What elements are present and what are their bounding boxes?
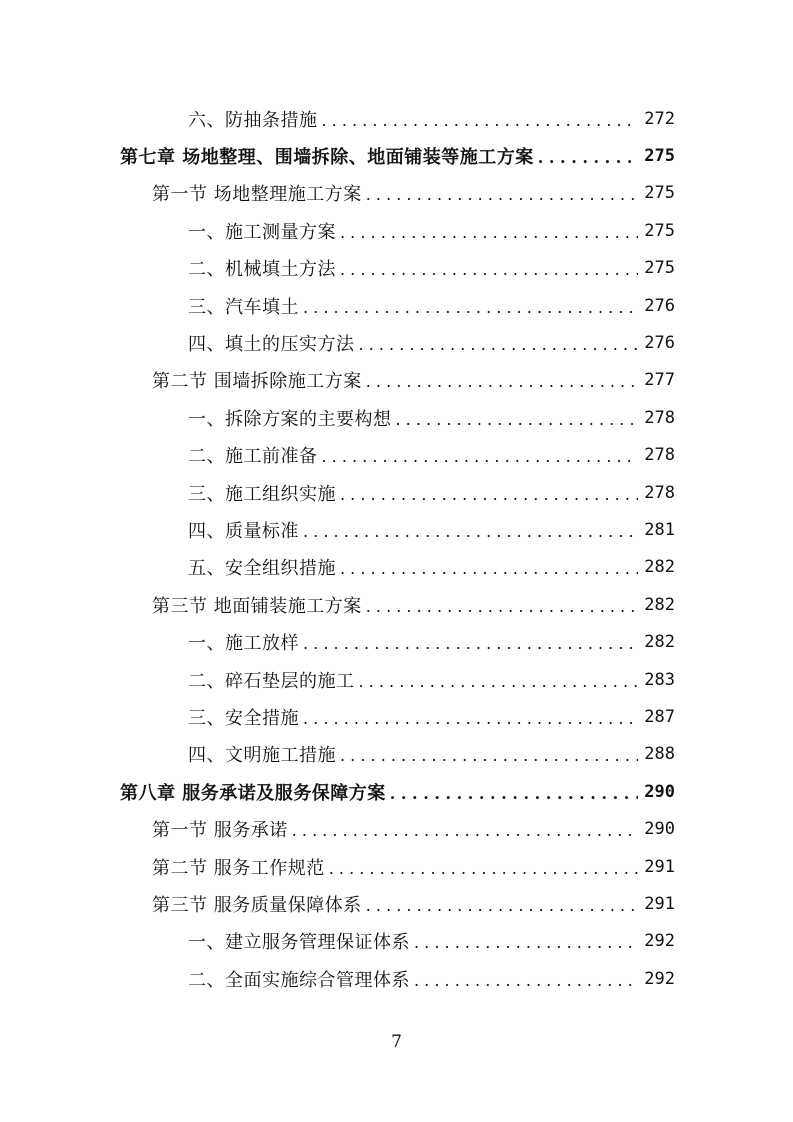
toc-entry-title: 三、安全措施	[188, 707, 299, 729]
toc-dot-leader	[303, 300, 638, 316]
toc-entry-page: 292	[644, 968, 675, 989]
toc-entry[interactable]	[120, 399, 675, 436]
toc-entry-page: 275	[644, 220, 675, 241]
toc-entry-title: 四、填土的压实方法	[188, 334, 355, 356]
toc-entry[interactable]	[120, 437, 675, 474]
toc-entry-page: 275	[644, 146, 675, 167]
toc-entry-chapter[interactable]	[120, 137, 675, 174]
toc-entry-title: 第二节 服务工作规范	[152, 857, 325, 879]
toc-entry[interactable]	[120, 960, 675, 997]
toc-entry-title: 四、质量标准	[188, 520, 299, 542]
toc-entry-section[interactable]	[120, 885, 675, 922]
toc-entry[interactable]	[120, 287, 675, 324]
toc-entry-title: 第一节 场地整理施工方案	[152, 184, 362, 206]
toc-entry-page: 292	[644, 931, 675, 952]
toc-dot-leader	[366, 374, 639, 390]
toc-entry-title: 第三节 地面铺装施工方案	[152, 595, 362, 617]
toc-entry[interactable]	[120, 923, 675, 960]
toc-entry-title: 一、拆除方案的主要构想	[188, 408, 392, 430]
toc-entry-title: 二、施工前准备	[188, 446, 318, 468]
toc-entry-title: 六、防抽条措施	[188, 109, 318, 131]
toc-dot-leader	[303, 636, 638, 652]
toc-entry-page: 276	[644, 333, 675, 354]
toc-dot-leader	[396, 412, 639, 428]
toc-entry-page: 288	[644, 744, 675, 765]
toc-entry-section[interactable]	[120, 175, 675, 212]
toc-entry-page: 281	[644, 519, 675, 540]
toc-entry-page: 275	[644, 183, 675, 204]
toc-entry-page: 272	[644, 108, 675, 129]
toc-entry-title: 二、碎石垫层的施工	[188, 670, 355, 692]
toc-entry-section[interactable]	[120, 810, 675, 847]
toc-entry-page: 282	[644, 632, 675, 653]
toc-entry-title: 第三节 服务质量保障体系	[152, 894, 362, 916]
toc-entry-section[interactable]	[120, 586, 675, 623]
toc-entry-page: 278	[644, 407, 675, 428]
toc-entry-page: 282	[644, 594, 675, 615]
toc-entry-page: 291	[644, 856, 675, 877]
toc-entry-section[interactable]	[120, 362, 675, 399]
toc-entry[interactable]	[120, 698, 675, 735]
toc-dot-leader	[292, 823, 639, 839]
toc-dot-leader	[414, 935, 638, 951]
toc-entry[interactable]	[120, 250, 675, 287]
toc-entry[interactable]	[120, 100, 675, 137]
toc-entry-title: 一、建立服务管理保证体系	[188, 932, 410, 954]
toc-entry-title: 三、施工组织实施	[188, 483, 336, 505]
toc-entry[interactable]	[120, 474, 675, 511]
toc-dot-leader	[340, 225, 638, 241]
toc-entry-title: 第七章 场地整理、围墙拆除、地面铺装等施工方案	[120, 147, 534, 169]
toc-entry-section[interactable]	[120, 848, 675, 885]
toc-entry-page: 282	[644, 557, 675, 578]
toc-entry-page: 283	[644, 669, 675, 690]
toc-entry-page: 277	[644, 370, 675, 391]
toc-entry-title: 第一节 服务承诺	[152, 820, 288, 842]
toc-entry-title: 四、文明施工措施	[188, 745, 336, 767]
toc-dot-leader	[359, 337, 639, 353]
page-number: 7	[391, 1032, 402, 1052]
toc-entry[interactable]	[120, 736, 675, 773]
toc-dot-leader	[303, 711, 638, 727]
toc-dot-leader	[366, 187, 639, 203]
table-of-contents	[120, 100, 675, 997]
toc-entry-title: 二、机械填土方法	[188, 259, 336, 281]
toc-entry-page: 275	[644, 258, 675, 279]
toc-entry[interactable]	[120, 549, 675, 586]
toc-entry-page: 290	[644, 781, 675, 802]
toc-entry-title: 一、施工测量方案	[188, 221, 336, 243]
toc-dot-leader	[538, 150, 639, 166]
toc-dot-leader	[366, 898, 639, 914]
toc-entry-chapter[interactable]	[120, 773, 675, 810]
toc-dot-leader	[366, 599, 639, 615]
toc-entry-page: 278	[644, 482, 675, 503]
toc-entry[interactable]	[120, 511, 675, 548]
toc-dot-leader	[340, 561, 638, 577]
toc-dot-leader	[322, 449, 639, 465]
toc-entry-title: 一、施工放样	[188, 633, 299, 655]
toc-entry-title: 二、全面实施综合管理体系	[188, 969, 410, 991]
toc-dot-leader	[414, 973, 638, 989]
toc-dot-leader	[340, 262, 638, 278]
toc-entry-title: 第二节 围墙拆除施工方案	[152, 371, 362, 393]
toc-entry[interactable]	[120, 661, 675, 698]
toc-dot-leader	[340, 748, 638, 764]
toc-dot-leader	[329, 861, 639, 877]
toc-entry-page: 287	[644, 706, 675, 727]
toc-entry-page: 278	[644, 445, 675, 466]
toc-entry-page: 290	[644, 819, 675, 840]
toc-dot-leader	[340, 487, 638, 503]
toc-entry-title: 五、安全组织措施	[188, 558, 336, 580]
toc-entry-page: 291	[644, 893, 675, 914]
toc-entry[interactable]	[120, 324, 675, 361]
toc-entry[interactable]	[120, 623, 675, 660]
toc-entry-title: 第八章 服务承诺及服务保障方案	[120, 782, 386, 804]
toc-entry[interactable]	[120, 212, 675, 249]
toc-entry-title: 三、汽车填土	[188, 296, 299, 318]
toc-dot-leader	[322, 113, 639, 129]
toc-dot-leader	[390, 786, 639, 802]
toc-dot-leader	[359, 674, 639, 690]
toc-dot-leader	[303, 524, 638, 540]
toc-entry-page: 276	[644, 295, 675, 316]
